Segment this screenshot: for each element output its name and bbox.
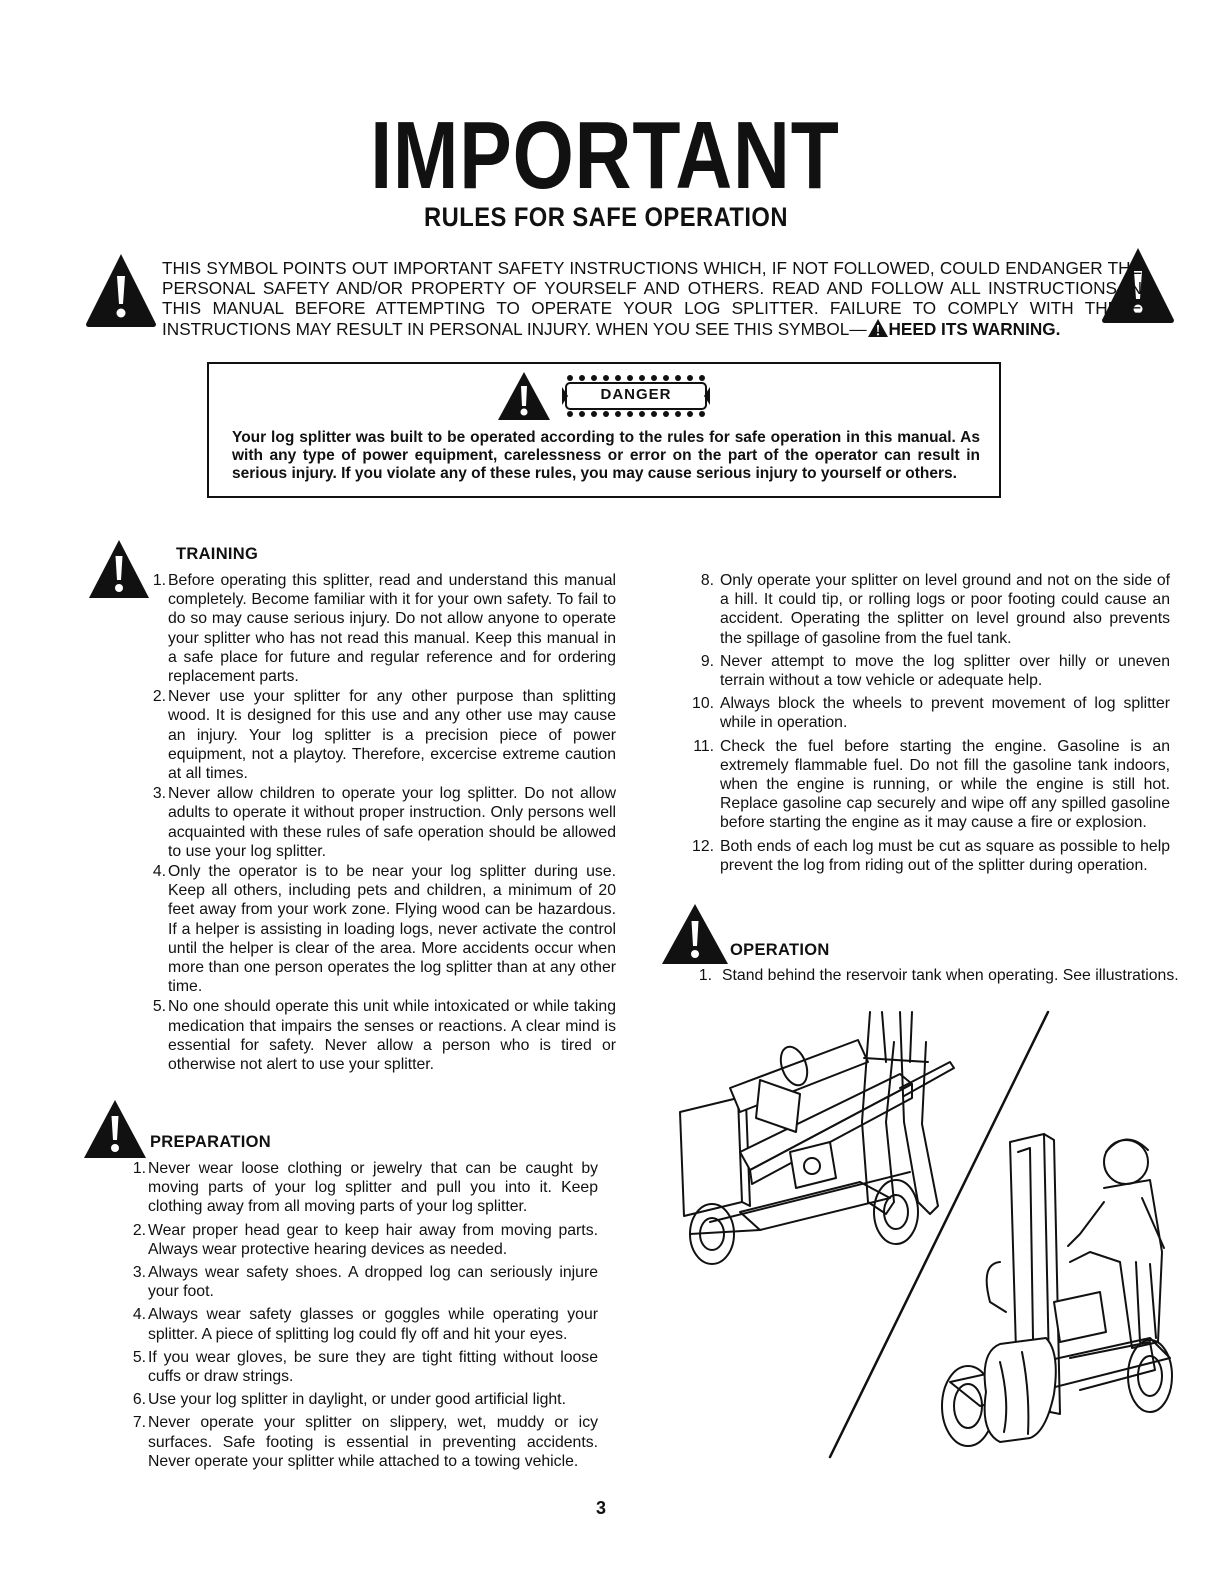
list-item bbox=[120, 1348, 598, 1386]
list-item bbox=[684, 837, 1170, 875]
list-item bbox=[120, 1263, 598, 1301]
list-item bbox=[684, 737, 1170, 833]
item-number: 2. bbox=[132, 1221, 146, 1239]
item-text: Never allow children to operate your log splitter. Do not allow adults to operate it without proper instruction. Only persons well acquainted with these rules of safe operation should be allowed to use your log splitter. bbox=[168, 785, 616, 860]
warning-icon bbox=[84, 252, 158, 328]
item-text: No one should operate this unit while intoxicated or while taking medication that impairs the senses or reactions. A clear mind is essential for safety. Never allow a person who is tired or otherwise not alert to use your splitter. bbox=[168, 998, 616, 1074]
list-item bbox=[140, 571, 616, 686]
item-text: Always wear safety shoes. A dropped log can seriously injure your foot. bbox=[148, 1264, 598, 1301]
list-item bbox=[690, 966, 1179, 985]
item-number: 8. bbox=[700, 572, 714, 589]
right-rules-list bbox=[684, 571, 1170, 875]
list-item bbox=[684, 652, 1170, 690]
item-text: Never wear loose clothing or jewelry that can be caught by moving parts of your log splitter and pull you into it. Keep clothing away from all moving parts of your log splitter. bbox=[148, 1160, 598, 1216]
list-item bbox=[684, 571, 1170, 648]
item-number: 4. bbox=[152, 863, 166, 881]
item-number: 4. bbox=[132, 1306, 146, 1324]
item-text: If you wear gloves, be sure they are tight fitting without loose cuffs or draw strings. bbox=[148, 1348, 598, 1386]
item-number: 7. bbox=[132, 1414, 146, 1432]
item-number: 3. bbox=[132, 1264, 146, 1282]
list-item bbox=[140, 862, 616, 996]
list-item bbox=[140, 784, 616, 861]
item-text: Wear proper head gear to keep hair away from moving parts. Always wear protective hearing devices as needed. bbox=[148, 1221, 598, 1258]
training-list bbox=[140, 571, 616, 1074]
list-item bbox=[120, 1305, 598, 1343]
item-text: Before operating this splitter, read and understand this manual completely. Become familiar with it for your own safety. To fail to do so may cause serious injury. Do not allow anyone to operate your splitter who has not read this manual. Keep this manual in a safe place for future and regular reference and for ordering replacement parts. bbox=[168, 572, 616, 686]
item-number: 1. bbox=[132, 1160, 146, 1177]
page-title: IMPORTANT bbox=[370, 102, 840, 209]
item-number: 3. bbox=[152, 785, 166, 803]
item-text: Check the fuel before starting the engine. Gasoline is an extremely flammable fuel. Do not fill the gasoline tank indoors, when the engine is running, or while the engine is still hot. Replace gasoline cap securely and wipe off any spilled gasoline before starting the engine as it may cause a fire or explosion. bbox=[720, 737, 1170, 832]
danger-label bbox=[560, 375, 712, 417]
item-text: Never use your splitter for any other purpose than splitting wood. It is designed for this use and any other use may cause an injury. Your log splitter is a precision piece of power equipment, not a playtoy. Therefore, excercise extreme caution at all times. bbox=[168, 688, 616, 783]
list-item bbox=[140, 687, 616, 783]
intro-text: THIS SYMBOL POINTS OUT IMPORTANT SAFETY INSTRUCTIONS WHICH, IF NOT FOLLOWED, COULD ENDANGER THE PERSONAL SAFETY AND/OR PROPERTY OF YOURSELF AND OTHERS. READ AND FOLLOW ALL INSTRUCTIONS IN THIS MANUAL BEFORE ATTEMPTING TO OPERATE YOUR LOG SPLITTER. FAILURE TO COMPLY WITH THESE INSTRUCTIONS MAY RESULT IN PERSONAL INJURY. WHEN YOU SEE THIS SYMBOL— bbox=[162, 258, 1142, 339]
list-item bbox=[120, 1390, 598, 1409]
list-item bbox=[120, 1159, 598, 1217]
list-item bbox=[140, 997, 616, 1074]
item-text: Never attempt to move the log splitter over hilly or uneven terrain without a tow vehicle or adequate help. bbox=[720, 652, 1170, 690]
preparation-warning-icon bbox=[82, 1098, 148, 1160]
item-number: 5. bbox=[132, 1348, 146, 1366]
training-heading: TRAINING bbox=[176, 545, 259, 563]
list-item bbox=[684, 694, 1170, 732]
item-number: 1. bbox=[152, 572, 166, 589]
item-text: Both ends of each log must be cut as square as possible to help prevent the log from riding out of the splitter during operation. bbox=[720, 837, 1170, 874]
preparation-list bbox=[120, 1159, 598, 1471]
item-text: Always block the wheels to prevent movement of log splitter while in operation. bbox=[720, 695, 1170, 732]
item-text: Only the operator is to be near your log splitter during use. Keep all others, including pets and children, a minimum of 20 feet away from your work zone. Flying wood can be hazardous. If a helper is assisting in loading logs, never activate the control until the helper is clear of the area. More accidents occur when more than one person operates the log splitter than at any other time. bbox=[168, 863, 616, 996]
item-number: 9. bbox=[700, 652, 714, 670]
list-item bbox=[120, 1221, 598, 1259]
item-number: 2. bbox=[152, 688, 166, 706]
page-subtitle: RULES FOR SAFE OPERATION bbox=[424, 202, 788, 232]
item-text: Use your log splitter in daylight, or under good artificial light. bbox=[148, 1391, 566, 1409]
item-text: Always wear safety glasses or goggles while operating your splitter. A piece of splitting log could fly off and hit your eyes. bbox=[148, 1306, 598, 1343]
intro-paragraph bbox=[162, 258, 1142, 339]
item-number: 1. bbox=[698, 967, 712, 984]
item-text: Stand behind the reservoir tank when operating. See illustrations. bbox=[722, 967, 1179, 984]
operation-list bbox=[690, 966, 1179, 985]
danger-label-text: DANGER bbox=[600, 386, 672, 403]
item-text: Never operate your splitter on slippery, wet, muddy or icy surfaces. Safe footing is essential in preventing accidents. Never operate your splitter while attached to a towing vehicle. bbox=[148, 1414, 598, 1470]
heed-warning-text: HEED ITS WARNING. bbox=[888, 319, 1061, 339]
preparation-heading: PREPARATION bbox=[150, 1133, 271, 1151]
item-text: Only operate your splitter on level ground and not on the side of a hill. It could tip, or rolling logs or poor footing could cause an accident. Operating the splitter on level ground also prevents the spillage of gasoline from the fuel tank. bbox=[720, 572, 1170, 647]
operation-warning-icon bbox=[660, 902, 730, 966]
item-number: 5. bbox=[152, 998, 166, 1016]
log-splitter-illustration bbox=[650, 1002, 1180, 1464]
item-number: 12. bbox=[692, 837, 714, 855]
warning-symbol-icon bbox=[867, 318, 889, 339]
danger-warning-icon bbox=[496, 370, 552, 422]
page-number: 3 bbox=[596, 1498, 607, 1518]
item-number: 10. bbox=[692, 695, 714, 713]
operation-heading: OPERATION bbox=[730, 941, 830, 959]
list-item bbox=[120, 1413, 598, 1471]
danger-text: Your log splitter was built to be operated according to the rules for safe operation in this manual. As with any type of power equipment, carelessness or error on the part of the operator can result in serious injury. If you violate any of these rules, you may cause serious injury to yourself or others. bbox=[232, 429, 980, 482]
item-number: 11. bbox=[693, 737, 714, 755]
item-number: 6. bbox=[132, 1391, 146, 1409]
